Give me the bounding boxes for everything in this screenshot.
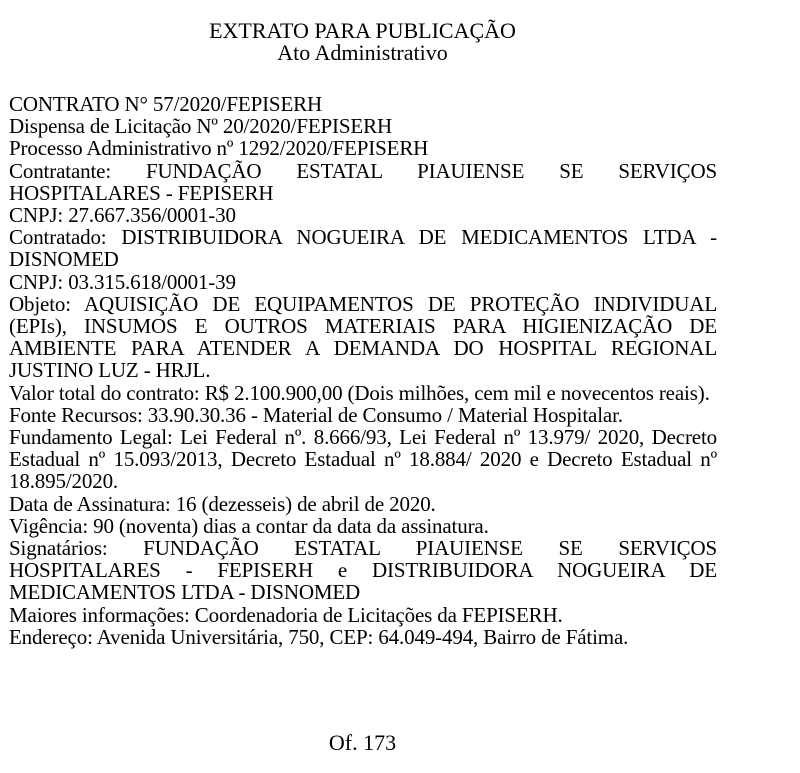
contracted-party-cnpj: CNPJ: 03.315.618/0001-39 [9, 269, 236, 294]
legal-basis: Fundamento Legal: Lei Federal nº. 8.666/93, Lei Federal nº 13.979/ 2020, Decreto Estadual nº 15.093/2013, Decreto Estadual nº 18.884/ 2020 e Decreto Estadual nº 18.895/2020. [9, 425, 717, 494]
funding-source: Fonte Recursos: 33.90.30.36 - Material de Consumo / Material Hospitalar. [9, 402, 623, 427]
contracted-party: Contratado: DISTRIBUIDORA NOGUEIRA DE MEDICAMENTOS LTDA - DISNOMED [9, 225, 717, 272]
address: Endereço: Avenida Universitária, 750, CEP: 64.049-494, Bairro de Fátima. [9, 624, 629, 649]
signatories: Signatários: FUNDAÇÃO ESTATAL PIAUIENSE SE SERVIÇOS HOSPITALARES - FEPISERH e DISTRIBUIDORA NOGUEIRA DE MEDICAMENTOS LTDA - DISNOMED [9, 536, 717, 605]
validity-period: Vigência: 90 (noventa) dias a contar da data da assinatura. [9, 513, 489, 538]
administrative-process: Processo Administrativo nº 1292/2020/FEPISERH [9, 136, 429, 161]
bidding-waiver: Dispensa de Licitação Nº 20/2020/FEPISERH [9, 114, 392, 139]
signature-date: Data de Assinatura: 16 (dezesseis) de abril de 2020. [9, 491, 436, 516]
contract-object: Objeto: AQUISIÇÃO DE EQUIPAMENTOS DE PROTEÇÃO INDIVIDUAL (EPIs), INSUMOS E OUTROS MATERIAIS PARA HIGIENIZAÇÃO DE AMBIENTE PARA ATENDER A DEMANDA DO HOSPITAL REGIONAL JUSTINO LUZ - HRJL. [9, 291, 717, 383]
contracting-party-cnpj: CNPJ: 27.667.356/0001-30 [9, 203, 236, 228]
contract-value: Valor total do contrato: R$ 2.100.900,00 (Dois milhões, cem mil e novecentos reais). [9, 380, 710, 405]
more-information: Maiores informações: Coordenadoria de Licitações da FEPISERH. [9, 602, 563, 627]
office-reference: Of. 173 [328, 730, 397, 755]
contract-number: CONTRATO N° 57/2020/FEPISERH [9, 92, 323, 116]
contracting-party: Contratante: FUNDAÇÃO ESTATAL PIAUIENSE SE SERVIÇOS HOSPITALARES - FEPISERH [9, 158, 717, 205]
document-body [9, 93, 717, 648]
document-subtitle: Ato Administrativo [277, 40, 448, 65]
document-title: EXTRATO PARA PUBLICAÇÃO [209, 18, 516, 43]
